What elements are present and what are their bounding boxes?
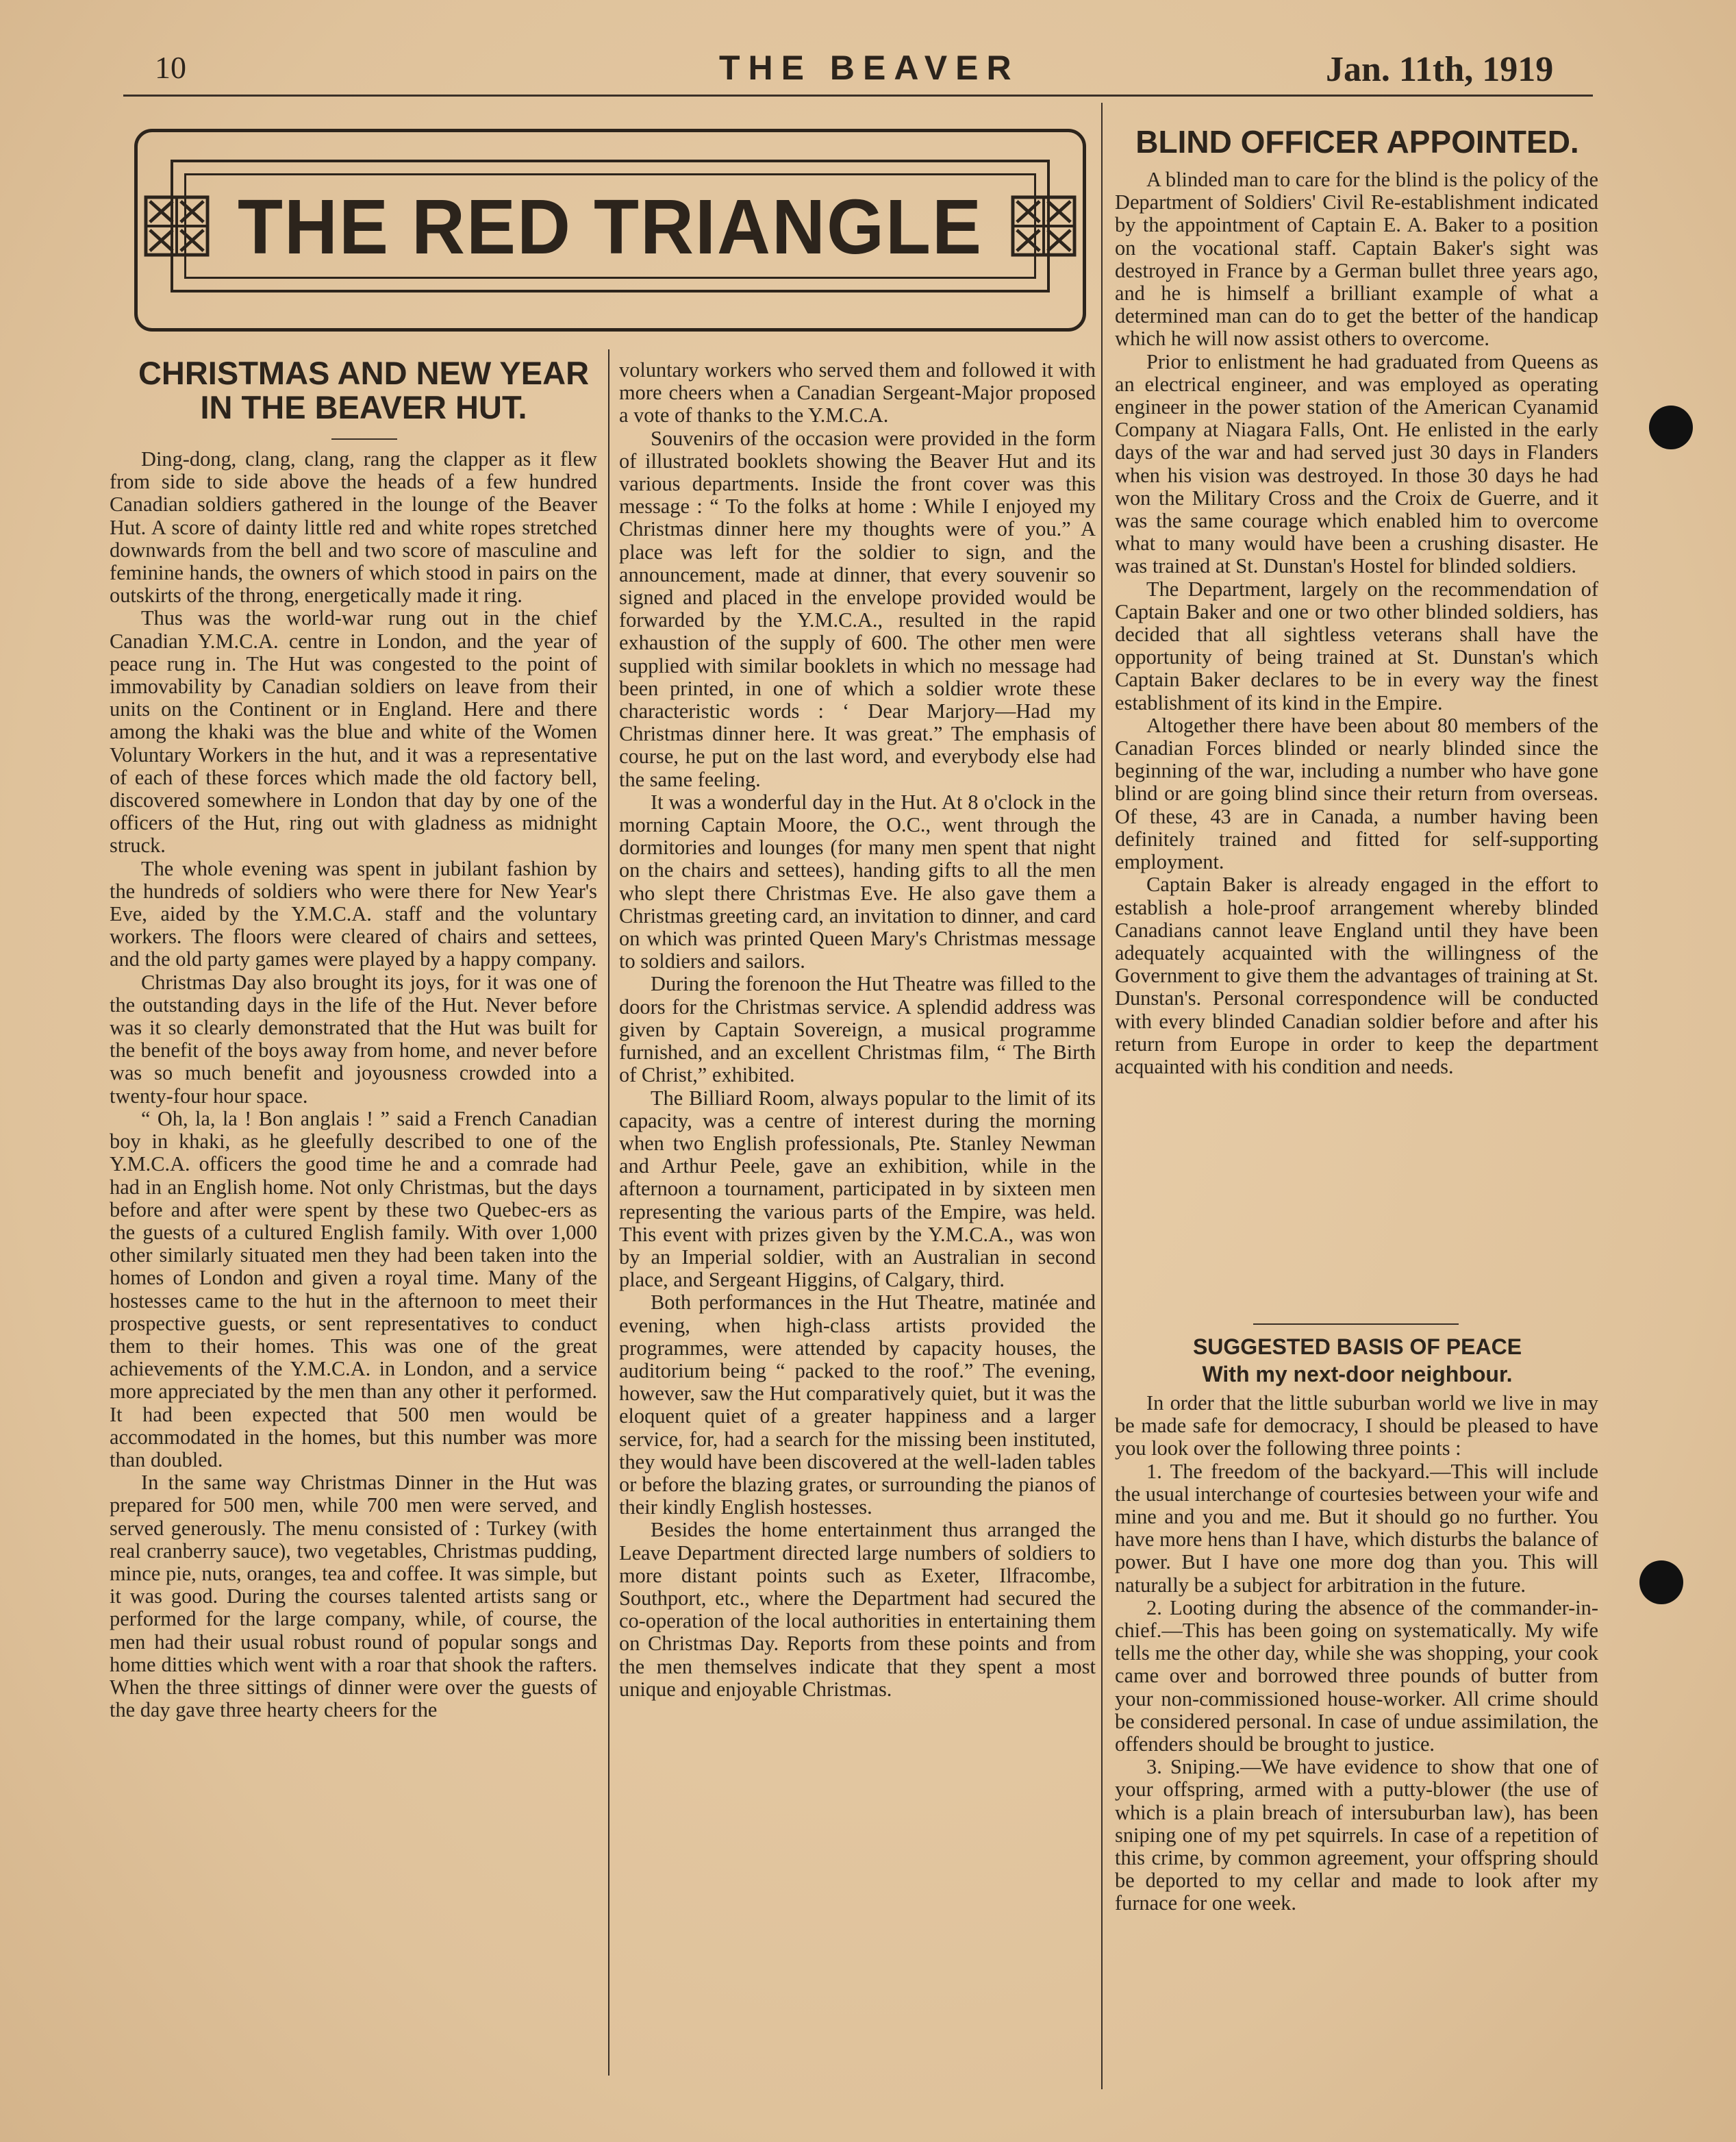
paragraph: Captain Baker is already engaged in the effort to establish a hole-proof arrangement whereby blinded Canadians cannot leave England until they have been adequately acquainted with the willingness of the Government to give them the advantages of training at St. Dunstan's. Personal correspondence will be conducted with every blinded Canadian soldier before and after his return from Europe in order to keep the department acquainted with his condition and needs. (1115, 873, 1598, 1078)
page-number: 10 (155, 50, 186, 85)
binder-hole (1649, 406, 1693, 449)
paragraph: Both performances in the Hut Theatre, matinée and evening, when high-class artists provided the programmes, were attended by capacity houses, the auditorium being “ packed to the roof.” The evening, however, saw the Hut comparatively quiet, but it was the eloquent quiet of a greater happiness and a larger service, for, had a search for the missing been instituted, they would have been discovered at the well-laden tables or before the blazing grates, or surrounding the pianos of their kindly English hostesses. (619, 1291, 1096, 1519)
paragraph: In the same way Christmas Dinner in the Hut was prepared for 500 men, while 700 men were served, and served generously. The menu consisted of : Turkey (with real cranberry sauce), two vegetables, Christmas pudding, mince pie, nuts, oranges, tea and coffee. It was simple, but it was good. During the courses talented artists sang or performed for the large company, while, of course, the men had their usual robust round of popular songs and home ditties which went with a roar that shook the rafters. When the three sittings of dinner were over the guests of the day gave three hearty cheers for the (110, 1471, 597, 1722)
paragraph: Souvenirs of the occasion were provided in the form of illustrated booklets showing the Beaver Hut and its various departments. Inside the front cover was this message : “ To the folks at home : While I enjoyed my Christmas dinner here my thoughts were of you.” A place was left for the soldier to sign, and the announcement, made at dinner, that every souvenir so signed and placed in the envelope provided would be forwarded by the Y.M.C.A., resulted in the rapid exhaustion of the supply of 600. The other men were supplied with similar booklets in which no message had been printed, in one of which a soldier wrote these characteristic words : ‘ Dear Marjory—Had my Christmas dinner here. It was great.” The emphasis of course, he put on the last word, and everybody else had the same feeling. (619, 426, 1096, 791)
paragraph: Christmas Day also brought its joys, for it was one of the outstanding days in the life of the Hut. Never before was it so clearly demonstrated that the Hut was built for the benefit of the boys away from home, and never before was so much benefit and joyousness crowded into a twenty-four hour space. (110, 970, 597, 1108)
article-headline: SUGGESTED BASIS OF PEACE (1192, 1334, 1522, 1359)
paragraph: The Billiard Room, always popular to the limit of its capacity, was a centre of interest during the morning when two English professionals, Pte. Stanley Newman and Arthur Peele, gave an exhibition, while in the afternoon a tournament, participated in by sixteen men representing the various parts of the Empire, was held. This event with prizes given by the Y.M.C.A., was won by an Imperial soldier, with an Australian in second place, and Sergeant Higgins, of Calgary, third. (619, 1086, 1096, 1292)
masthead-rule (123, 95, 1593, 97)
paragraph: “ Oh, la, la ! Bon anglais ! ” said a French Canadian boy in khaki, as he gleefully described to one of the Y.M.C.A. officers the good time he and a comrade had had in an English home. Not only Christmas, but the days before and after were spent by these two Quebec-ers as the guests of a cultured English family. With over 1,000 other similarly situated men they had been taken into the homes of London and given a royal time. Many of the hostesses came to the hut in the afternoon to meet their prospective guests, or sent representatives to conduct them to their homes. This was one of the great achievements of the Y.M.C.A. in London, and a service more appreciated by the men than any other it performed. It had been expected that 500 men would be accommodated in the homes, but this number was more than doubled. (110, 1106, 597, 1471)
headline-line-1: CHRISTMAS AND NEW YEAR (138, 355, 590, 391)
paragraph: 1. The freedom of the backyard.—This will include the usual interchange of courtesies between your wife and mine and you and me. But it should go no further. You have more hens than I have, which disturbs the balance of power. But I have one more dog than you. This will naturally be a subject for arbitration in the future. (1115, 1459, 1598, 1597)
paragraph: Thus was the world-war rung out in the chief Canadian Y.M.C.A. centre in London, and the year of peace rung in. The Hut was congested to the point of immovability by Canadian soldiers on leave from their units on the Continent or in England. Here and there among the khaki was the blue and white of the Women Voluntary Workers in the hut, and it was a representative of each of these forces which made the old factory bell, discovered somewhere in London that day by one of the officers of the Hut, ring out with gladness as midnight struck. (110, 606, 597, 858)
paragraph: 2. Looting during the absence of the commander-in-chief.—This has been going on systematically. My wife tells me the other day, while she was shopping, your cook came over and borrowed three pounds of butter from your non-commissioned house-worker. All crime should be considered personal. In case of undue assimilation, the offenders should be brought to justice. (1115, 1595, 1598, 1756)
paragraph: During the forenoon the Hut Theatre was filled to the doors for the Christmas service. A splendid address was given by Captain Sovereign, a musical programme furnished, and an excellent Christmas film, “ The Birth of Christ,” exhibited. (619, 972, 1096, 1087)
headline-rule (331, 438, 397, 440)
paragraph: It was a wonderful day in the Hut. At 8 o'clock in the morning Captain Moore, the O.C., went through the dormitories and lounges (for many men spent that night on the chairs and settees), handing gifts to all the men who slept there Christmas Eve. He also gave them a Christmas greeting card, an invitation to dinner, and card on which was printed Queen Mary's Christmas message to soldiers and sailors. (619, 790, 1096, 973)
paragraph: A blinded man to care for the blind is the policy of the Department of Soldiers' Civil Re-establishment indicated by the appointment of Captain E. A. Baker to a position on the vocational staff. Captain Baker's sight was destroyed in France by a German bullet three years ago, and he is himself a brilliant example of what a determined man can do to get the better of the handicap which he will now assist others to overcome. (1115, 168, 1598, 351)
column-divider (1101, 103, 1103, 2089)
article-column-2 (619, 359, 1096, 1701)
issue-date: Jan. 11th, 1919 (1326, 50, 1554, 89)
headline-line-2: IN THE BEAVER HUT. (200, 389, 527, 425)
paragraph: The whole evening was spent in jubilant fashion by the hundreds of soldiers who were there for New Year's Eve, aided by the Y.M.C.A. staff and the voluntary workers. The floors were cleared of chairs and settees, and the old party games were played by a happy company. (110, 856, 597, 971)
banner-title: THE RED TRIANGLE (238, 182, 983, 270)
paragraph: 3. Sniping.—We have evidence to show that one of your offspring, armed with a putty-blower (the use of which is a plain breach of intersuburban law), has been sniping one of my pet squirrels. In case of a repetition of this crime, by common agreement, your offspring should be deported to my cellar and made to look after my furnace for one week. (1115, 1755, 1598, 1915)
article-column-1 (110, 448, 597, 1721)
publication-title: THE BEAVER (719, 49, 1020, 87)
section-rule (1253, 1323, 1459, 1325)
paragraph: Besides the home entertainment thus arranged the Leave Department directed large numbers of soldiers to more distant points such as Exeter, Ilfracombe, Southport, etc., where the Department had secured the co-operation of the local authorities in entertaining them on Christmas Day. Reports from these points and from the men themselves indicate that they spent a most unique and enjoyable Christmas. (619, 1518, 1096, 1701)
article-column-3 (1115, 169, 1598, 1078)
article-column-3b (1115, 1392, 1598, 1915)
paragraph: The Department, largely on the recommendation of Captain Baker and one or two other blinded soldiers, has decided that all sightless veterans shall have the opportunity of being trained at St. Dunstan's which Captain Baker declares to be in every way the finest establishment of its kind in the Empire. (1115, 577, 1598, 714)
paragraph: In order that the little suburban world we live in may be made safe for democracy, I should be pleased to have you look over the following three points : (1115, 1391, 1598, 1460)
paragraph: Altogether there have been about 80 members of the Canadian Forces blinded or nearly blinded since the beginning of the war, including a number who have gone blind or are going blind since their return from overseas. Of these, 43 are in Canada, a number having been definitely trained and fitted for self-supporting employment. (1115, 713, 1598, 874)
article-headline: BLIND OFFICER APPOINTED. (1135, 124, 1579, 160)
paragraph: Prior to enlistment he had graduated from Queens as an electrical engineer, and was employed as operating engineer in the power station of the American Cyanamid Company at Niagara Falls, Ont. He enlisted in the early days of the war and had served just 30 days in Flanders when his vision was destroyed. In those 30 days he had won the Military Cross and the Croix de Guerre, and it was the same courage which enabled him to overcome what to many would have been a crushing disaster. He was trained at St. Dunstan's Hostel for blinded soldiers. (1115, 349, 1598, 578)
article-subheadline: With my next-door neighbour. (1202, 1362, 1513, 1386)
banner-frame (171, 160, 1050, 292)
paragraph: voluntary workers who served them and followed it with more cheers when a Canadian Sergeant-Major proposed a vote of thanks to the Y.M.C.A. (619, 358, 1096, 427)
column-divider (608, 349, 609, 2076)
banner-inner-frame (184, 173, 1036, 279)
article-headline (121, 356, 607, 425)
binder-hole (1639, 1560, 1683, 1604)
paragraph: Ding-dong, clang, clang, rang the clapper as it flew from side to side above the heads of a few hundred Canadian soldiers gathered in the lounge of the Beaver Hut. A score of dainty little red and white ropes stretched downwards from the bell and two score of masculine and feminine hands, the owners of which stood in pairs on the outskirts of the throng, energetically made it ring. (110, 447, 597, 608)
square-ornament-icon (143, 195, 210, 258)
section-banner (134, 129, 1086, 332)
square-ornament-icon (1010, 195, 1077, 258)
